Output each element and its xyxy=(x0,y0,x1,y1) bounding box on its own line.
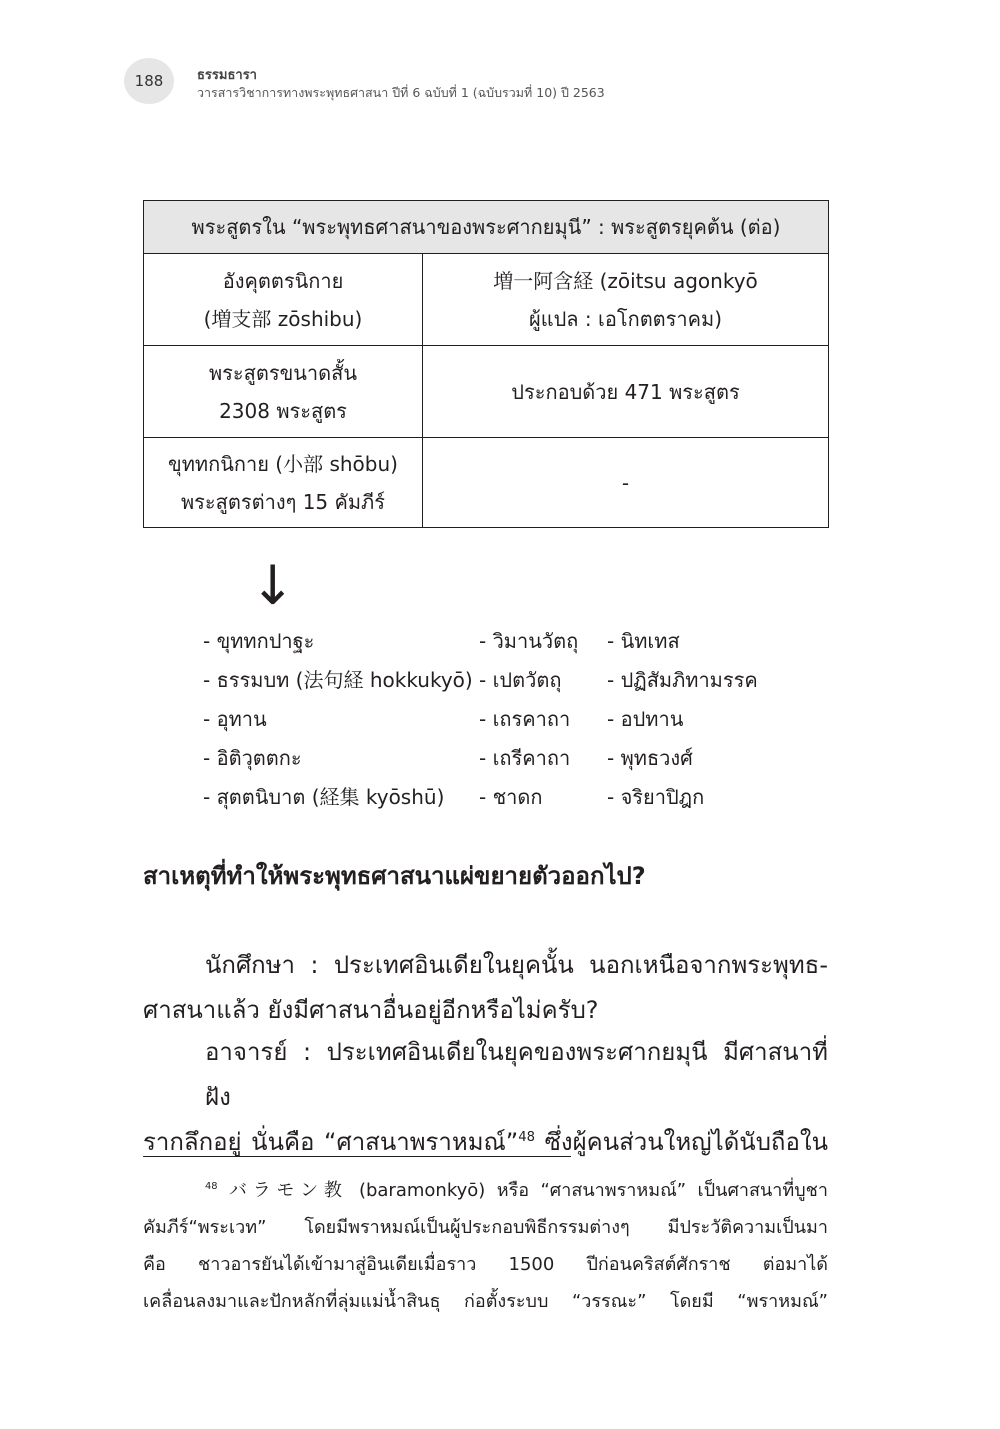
cell-line: ประกอบด้วย 471 พระสูตร xyxy=(511,379,740,404)
list-item: - นิทเทส xyxy=(607,629,680,653)
footnote-number: 48 xyxy=(205,1181,218,1192)
list-item: - วิมานวัตถุ xyxy=(479,629,579,653)
footnote-line xyxy=(143,1172,828,1209)
cell-line: พระสูตรขนาดสั้น xyxy=(208,360,358,385)
list-item: - เถรคาถา xyxy=(479,707,571,731)
table-cell xyxy=(144,438,423,528)
footnote-ref[interactable]: 48 xyxy=(518,1130,536,1145)
list-item: - ธรรมบท (法句経 hokkukyō) xyxy=(203,668,473,692)
cell-line: - xyxy=(621,470,630,495)
table-cell xyxy=(423,254,829,346)
list-item: - อุทาน xyxy=(203,707,267,731)
paragraph-line: นักศึกษา : ประเทศอินเดียในยุคนั้น นอกเหนือจากพระพุทธ- xyxy=(205,951,828,979)
page-number: 188 xyxy=(124,58,174,104)
table-row xyxy=(144,346,829,438)
cell-line: 増一阿含経 (zōitsu agonkyō xyxy=(493,268,758,293)
paragraph-text: ซึ่งผู้คนส่วนใหญ่ได้นับถือใน xyxy=(535,1128,828,1156)
paragraph-line: อาจารย์ : ประเทศอินเดียในยุคของพระศากยมุนี มีศาสนาที่ฝัง xyxy=(205,1038,828,1111)
cell-line: (増支部 zōshibu) xyxy=(203,306,363,331)
cell-line: ขุททกนิกาย (小部 shōbu) xyxy=(168,451,398,476)
journal-subtitle: วารสารวิชาการทางพระพุทธศาสนา ปีที่ 6 ฉบับที่ 1 (ฉบับรวมที่ 10) ปี 2563 xyxy=(197,85,605,100)
paragraph-line xyxy=(143,1120,828,1165)
footnote-divider xyxy=(143,1156,571,1157)
list-item: - สุตตนิบาต (経集 kyōshū) xyxy=(203,785,445,809)
cell-line: พระสูตรต่างๆ 15 คัมภีร์ xyxy=(181,489,385,514)
paragraph-student xyxy=(143,943,828,1033)
table-cell xyxy=(423,438,829,528)
list-item: - จริยาปิฎก xyxy=(607,785,705,809)
text-list-column-1 xyxy=(203,622,473,817)
footnote-line: เคลื่อนลงมาและปักหลักที่ลุ่มแม่น้ำสินธุ ก่อตั้งระบบ “วรรณะ” โดยมี “พราหมณ์” xyxy=(143,1291,828,1312)
table-cell xyxy=(144,254,423,346)
sutra-table xyxy=(143,200,829,528)
table-row xyxy=(144,438,829,528)
cell-line: ผู้แปล : เอโกตตราคม) xyxy=(528,306,723,331)
paragraph-teacher xyxy=(143,1030,828,1165)
paragraph-text: รากลึกอยู่ นั่นคือ “ศาสนาพราหมณ์” xyxy=(143,1128,519,1156)
table-cell xyxy=(144,346,423,438)
list-item: - อิติวุตตกะ xyxy=(203,746,302,770)
down-arrow-icon: ↓ xyxy=(250,554,296,617)
table-row xyxy=(144,254,829,346)
cell-line: 2308 พระสูตร xyxy=(219,398,347,423)
list-item: - ขุททกปาฐะ xyxy=(203,629,315,653)
list-item: - ปฏิสัมภิทามรรค xyxy=(607,668,758,692)
text-list-column-3 xyxy=(607,622,758,817)
footnote-text: バラモン教 (baramonkyō) หรือ “ศาสนาพราหมณ์” เป็นศาสนาที่บูชา xyxy=(229,1180,828,1201)
footnote-line: คือ ชาวอารยันได้เข้ามาสู่อินเดียเมื่อราว 1500 ปีก่อนคริสต์ศักราช ต่อมาได้ xyxy=(143,1254,828,1275)
footnote xyxy=(143,1172,828,1320)
cell-line: อังคุตตรนิกาย xyxy=(222,268,344,293)
list-item: - เถรีคาถา xyxy=(479,746,571,770)
list-item: - เปตวัตถุ xyxy=(479,668,562,692)
list-item: - อปทาน xyxy=(607,707,684,731)
section-heading: สาเหตุที่ทำให้พระพุทธศาสนาแผ่ขยายตัวออกไป? xyxy=(143,862,646,890)
footnote-line: คัมภีร์“พระเวท” โดยมีพราหมณ์เป็นผู้ประกอบพิธีกรรมต่างๆ มีประวัติความเป็นมา xyxy=(143,1217,828,1238)
table-cell xyxy=(423,346,829,438)
journal-name: ธรรมธารา xyxy=(197,68,257,83)
list-item: - พุทธวงศ์ xyxy=(607,746,693,770)
list-item: - ชาดก xyxy=(479,785,543,809)
paragraph-line: ศาสนาแล้ว ยังมีศาสนาอื่นอยู่อีกหรือไม่ครับ? xyxy=(143,996,599,1024)
table-title: พระสูตรใน “พระพุทธศาสนาของพระศากยมุนี” : พระสูตรยุคต้น (ต่อ) xyxy=(144,201,829,254)
text-list-column-2 xyxy=(479,622,578,817)
